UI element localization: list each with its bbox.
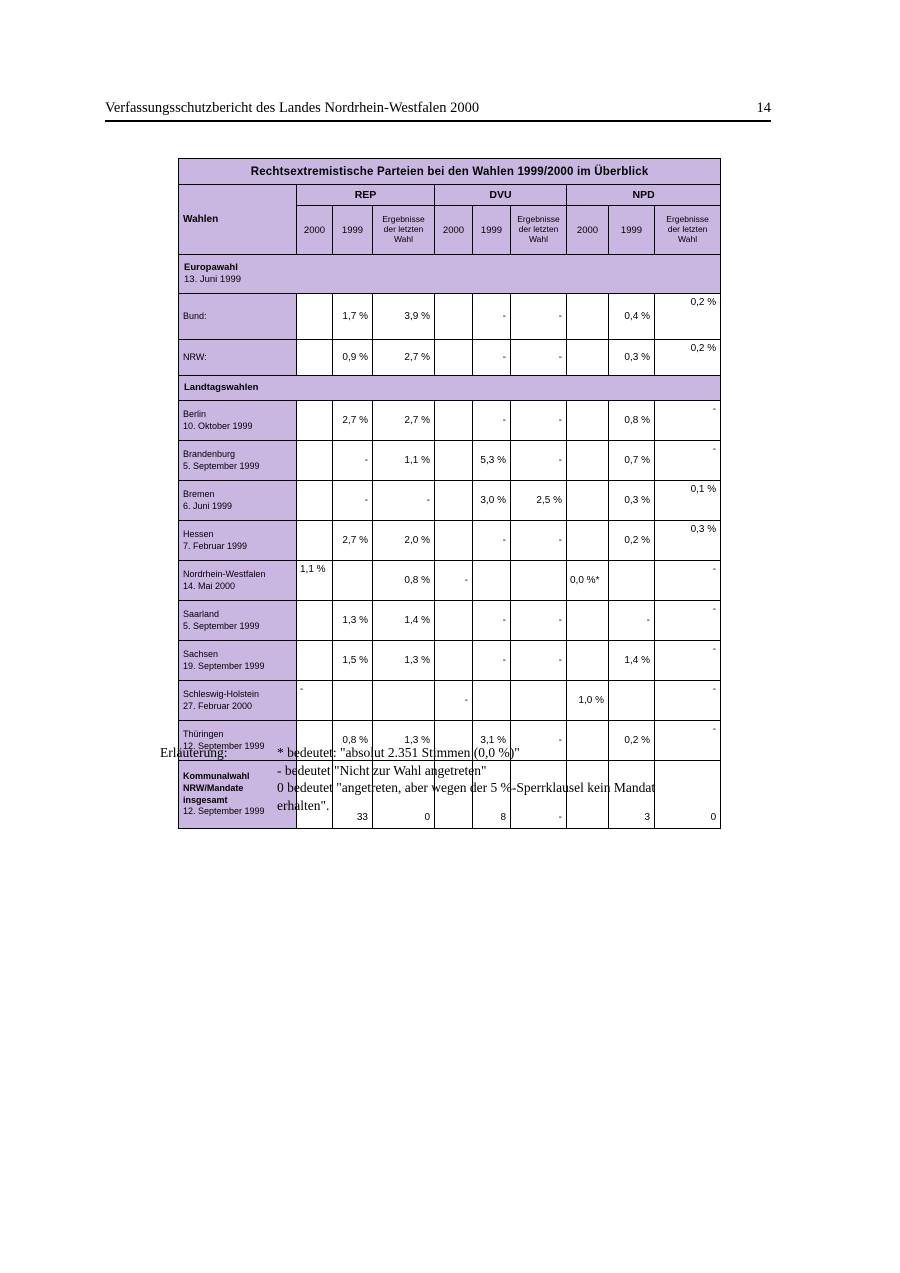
result-cell: - <box>511 294 567 340</box>
result-cell: - <box>655 721 721 761</box>
result-cell: 0,3 % <box>609 340 655 376</box>
table-row-bremen <box>179 481 721 521</box>
table-row-sachsen <box>179 641 721 681</box>
result-cell: 0,9 % <box>333 340 373 376</box>
col-header-dvu-last-result <box>511 206 567 255</box>
result-cell: 1,4 % <box>609 641 655 681</box>
result-cell: 0,8 % <box>373 561 435 601</box>
result-cell <box>373 681 435 721</box>
result-cell: 2,0 % <box>373 521 435 561</box>
col-header-line: der letzten <box>518 224 559 235</box>
result-cell: - <box>473 294 511 340</box>
col-header-npd-last-result <box>655 206 721 255</box>
result-cell: - <box>609 601 655 641</box>
result-cell: 3,9 % <box>373 294 435 340</box>
row-label-line: Berlin <box>183 408 207 419</box>
row-label-line: NRW: <box>183 351 207 362</box>
result-cell: - <box>473 641 511 681</box>
result-cell <box>567 441 609 481</box>
result-cell: - <box>511 340 567 376</box>
col-header-dvu-1999: 1999 <box>473 206 511 255</box>
col-header-line: Wahl <box>528 233 549 244</box>
row-label-line: Hessen <box>183 528 214 539</box>
result-cell <box>511 561 567 601</box>
result-cell: 5,3 % <box>473 441 511 481</box>
table-row-brandenburg <box>179 441 721 481</box>
result-cell <box>511 681 567 721</box>
result-cell: 1,3 % <box>333 601 373 641</box>
result-cell <box>333 561 373 601</box>
result-cell <box>567 521 609 561</box>
col-header-rep-last-result <box>373 206 435 255</box>
row-label-line: Bremen <box>183 488 215 499</box>
result-cell: 0,8 % <box>333 721 373 761</box>
result-cell <box>435 401 473 441</box>
result-cell: 2,7 % <box>333 401 373 441</box>
row-label-line: 14. Mai 2000 <box>183 580 236 591</box>
result-cell <box>435 340 473 376</box>
table-title-row <box>179 159 721 185</box>
row-label-line: Thüringen <box>183 728 224 739</box>
result-cell <box>567 294 609 340</box>
row-label <box>179 561 297 601</box>
section-title: Landtagswahlen <box>184 381 259 393</box>
row-label <box>179 601 297 641</box>
result-cell: - <box>373 481 435 521</box>
result-cell: 3,1 % <box>473 721 511 761</box>
table-row-berlin <box>179 401 721 441</box>
row-label-line: 5. September 1999 <box>183 460 260 471</box>
result-cell: 2,5 % <box>511 481 567 521</box>
table-row-schleswig-holstein <box>179 681 721 721</box>
table-row-nordrhein-westfalen <box>179 561 721 601</box>
result-cell: 0,3 % <box>609 481 655 521</box>
result-cell: 0,4 % <box>609 294 655 340</box>
section-title: Europawahl <box>184 261 238 273</box>
result-cell <box>567 641 609 681</box>
result-cell: 0,3 % <box>655 521 721 561</box>
result-cell: 1,3 % <box>373 641 435 681</box>
row-label <box>179 340 297 376</box>
result-cell <box>297 641 333 681</box>
row-label-line: 12. September 1999 <box>183 740 265 751</box>
result-cell: - <box>655 441 721 481</box>
table-row-nrw <box>179 340 721 376</box>
result-cell: 1,7 % <box>333 294 373 340</box>
col-header-line: Ergebnisse <box>517 214 560 225</box>
result-cell: 2,7 % <box>373 340 435 376</box>
result-cell: 33 <box>333 761 373 829</box>
result-cell <box>297 294 333 340</box>
col-header-line: Ergebnisse <box>666 214 709 225</box>
col-header-line: der letzten <box>667 224 708 235</box>
result-cell: - <box>511 601 567 641</box>
result-cell: 0,2 % <box>609 521 655 561</box>
result-cell: - <box>655 681 721 721</box>
legend-line: * bedeutet: "absolut 2.351 Stimmen (0,0 %)" <box>277 745 520 760</box>
result-cell: 2,7 % <box>333 521 373 561</box>
legend <box>160 744 655 814</box>
result-cell: 3,0 % <box>473 481 511 521</box>
result-cell: 1,1 % <box>373 441 435 481</box>
result-cell: 0,2 % <box>655 340 721 376</box>
col-header-npd-2000: 2000 <box>567 206 609 255</box>
row-label-line: insgesamt <box>183 794 228 805</box>
row-label-line: Nordrhein-Westfalen <box>183 568 266 579</box>
result-cell: 8 <box>473 761 511 829</box>
row-label-line: Kommunalwahl <box>183 771 250 782</box>
result-cell: - <box>473 601 511 641</box>
section-landtagswahlen <box>179 376 721 401</box>
result-cell <box>567 481 609 521</box>
row-label <box>179 401 297 441</box>
row-label <box>179 441 297 481</box>
row-label-line: 6. Juni 1999 <box>183 500 233 511</box>
result-cell <box>297 441 333 481</box>
result-cell: - <box>511 761 567 829</box>
row-label-line: Brandenburg <box>183 448 236 459</box>
row-label-line: NRW/Mandate <box>183 782 244 793</box>
party-header-dvu: DVU <box>435 185 567 206</box>
col-header-dvu-2000: 2000 <box>435 206 473 255</box>
row-label-line: 5. September 1999 <box>183 620 260 631</box>
row-label-line: 19. September 1999 <box>183 660 265 671</box>
wahlen-header: Wahlen <box>179 185 297 255</box>
result-cell: - <box>511 401 567 441</box>
result-cell: - <box>655 561 721 601</box>
result-cell <box>435 441 473 481</box>
result-cell: 0 <box>655 761 721 829</box>
result-cell: 0,2 % <box>609 721 655 761</box>
row-label-line: 10. Oktober 1999 <box>183 420 253 431</box>
legend-line: - bedeutet "Nicht zur Wahl angetreten" <box>277 762 487 778</box>
row-label-line: 12. September 1999 <box>183 806 265 817</box>
result-cell <box>435 641 473 681</box>
page-header <box>105 100 771 122</box>
legend-line: 0 bedeutet "angetreten, aber wegen der 5 %-Sperrklausel kein Mandat <box>277 780 656 796</box>
page-number: 14 <box>756 100 771 116</box>
result-cell: 2,7 % <box>373 401 435 441</box>
result-cell: 1,4 % <box>373 601 435 641</box>
result-cell: 1,3 % <box>373 721 435 761</box>
result-cell: - <box>655 601 721 641</box>
result-cell <box>567 601 609 641</box>
election-results-table <box>178 158 721 829</box>
section-row-europawahl <box>179 255 721 294</box>
result-cell: - <box>333 441 373 481</box>
result-cell: - <box>473 521 511 561</box>
result-cell <box>333 681 373 721</box>
legend-line: erhalten". <box>277 797 330 813</box>
result-cell: 1,5 % <box>333 641 373 681</box>
section-europawahl <box>179 255 721 294</box>
result-cell <box>297 401 333 441</box>
table-row-hessen <box>179 521 721 561</box>
result-cell: 1,0 % <box>567 681 609 721</box>
result-cell: - <box>435 681 473 721</box>
table-row-saarland <box>179 601 721 641</box>
result-cell <box>435 481 473 521</box>
result-cell <box>609 561 655 601</box>
row-label-line: 7. Februar 1999 <box>183 540 248 551</box>
result-cell: - <box>655 401 721 441</box>
col-header-rep-2000: 2000 <box>297 206 333 255</box>
result-cell: - <box>511 721 567 761</box>
result-cell: - <box>511 521 567 561</box>
col-header-line: Wahl <box>393 233 414 244</box>
row-label-line: Schleswig-Holstein <box>183 688 260 699</box>
section-date: 13. Juni 1999 <box>184 274 242 285</box>
section-row-landtagswahlen <box>179 376 721 401</box>
legend-text <box>277 744 655 814</box>
result-cell: 0,7 % <box>609 441 655 481</box>
row-label <box>179 481 297 521</box>
result-cell <box>297 601 333 641</box>
row-label-line: Sachsen <box>183 648 219 659</box>
result-cell: - <box>511 641 567 681</box>
row-label <box>179 294 297 340</box>
result-cell: 0,8 % <box>609 401 655 441</box>
result-cell: 3 <box>609 761 655 829</box>
row-label-line: Saarland <box>183 608 220 619</box>
party-header-npd: NPD <box>567 185 721 206</box>
result-cell <box>297 481 333 521</box>
result-cell: 0,0 %* <box>567 561 609 601</box>
result-cell <box>297 521 333 561</box>
table-title: Rechtsextremistische Parteien bei den Wahlen 1999/2000 im Überblick <box>179 159 721 185</box>
result-cell: 0,1 % <box>655 481 721 521</box>
result-cell: - <box>473 340 511 376</box>
result-cell <box>473 561 511 601</box>
row-label <box>179 641 297 681</box>
row-label-line: Bund: <box>183 310 207 321</box>
result-cell: 1,1 % <box>297 561 333 601</box>
col-header-npd-1999: 1999 <box>609 206 655 255</box>
result-cell <box>297 340 333 376</box>
row-label-line: 27. Februar 2000 <box>183 700 253 711</box>
row-label <box>179 521 297 561</box>
result-cell <box>473 681 511 721</box>
result-cell: 0,2 % <box>655 294 721 340</box>
result-cell: - <box>297 681 333 721</box>
result-cell: - <box>333 481 373 521</box>
row-label <box>179 681 297 721</box>
result-cell <box>567 340 609 376</box>
document-title: Verfassungsschutzbericht des Landes Nordrhein-Westfalen 2000 <box>105 100 480 116</box>
party-header-row <box>179 185 721 206</box>
col-header-line: der letzten <box>383 224 424 235</box>
result-cell <box>435 521 473 561</box>
result-cell: - <box>511 441 567 481</box>
legend-label: Erläuterung: <box>160 745 228 760</box>
result-cell <box>567 401 609 441</box>
result-cell <box>609 681 655 721</box>
result-cell <box>435 294 473 340</box>
result-cell: - <box>435 561 473 601</box>
col-header-rep-1999: 1999 <box>333 206 373 255</box>
result-cell <box>435 601 473 641</box>
col-header-line: Wahl <box>678 233 698 244</box>
col-header-line: Ergebnisse <box>382 214 425 225</box>
table-row-bund <box>179 294 721 340</box>
result-cell: - <box>473 401 511 441</box>
result-cell: - <box>655 641 721 681</box>
party-header-rep: REP <box>297 185 435 206</box>
result-cell: 0 <box>373 761 435 829</box>
